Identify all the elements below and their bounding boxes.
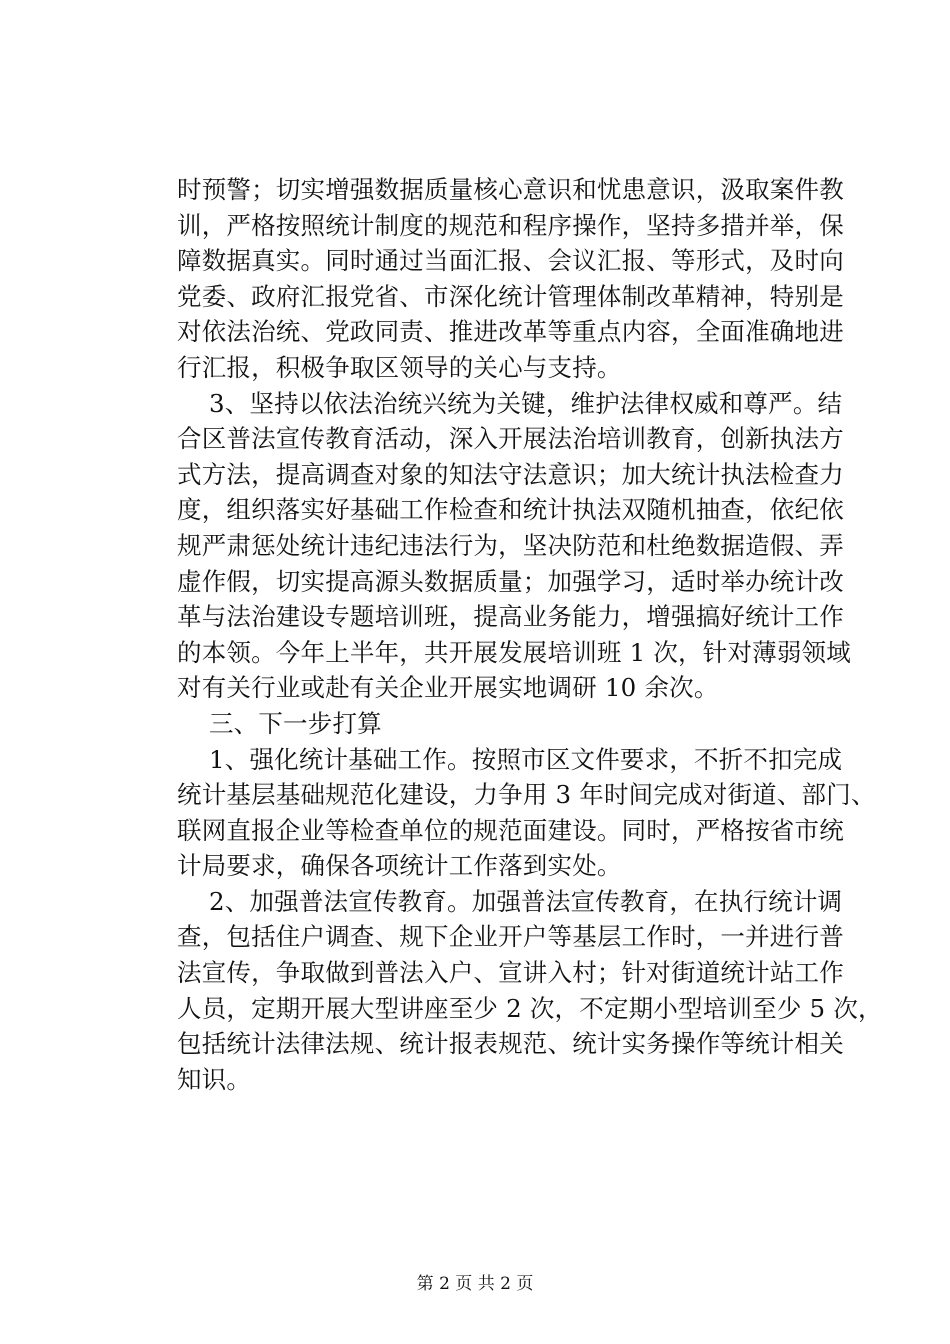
- text-line: 法宣传，争取做到普法入户、宣讲入村；针对街道统计站工作: [177, 958, 844, 988]
- text-line: 查，包括住户调查、规下企业开户等基层工作时，一并进行普: [177, 922, 844, 952]
- text-line: 的本领。今年上半年，共开展发展培训班 1 次，针对薄弱领域: [177, 637, 851, 667]
- text-line: 对有关行业或赴有关企业开展实地调研 10 余次。: [177, 673, 719, 703]
- page-footer: [0, 1272, 950, 1296]
- text-line: 障数据真实。同时通过当面汇报、会议汇报、等形式，及时向: [177, 246, 844, 276]
- text-line: 党委、政府汇报党省、市深化统计管理体制改革精神，特别是: [177, 281, 844, 311]
- text-line: 度，组织落实好基础工作检查和统计执法双随机抽查，依纪依: [177, 495, 844, 525]
- text-line: 统计基层基础规范化建设，力争用 3 年时间完成对街道、部门、: [177, 780, 876, 810]
- text-line: 虚作假，切实提高源头数据质量；加强学习，适时举办统计改: [177, 566, 844, 596]
- text-line: 训，严格按照统计制度的规范和程序操作，坚持多措并举，保: [177, 210, 844, 240]
- text-line: 包括统计法律法规、统计报表规范、统计实务操作等统计相关: [177, 1029, 844, 1059]
- text-line: 行汇报，积极争取区领导的关心与支持。: [177, 352, 622, 382]
- text-line: 3、坚持以依法治统兴统为关键，维护法律权威和尊严。结: [177, 388, 843, 418]
- text-line: 对依法治统、党政同责、推进改革等重点内容，全面准确地进: [177, 317, 844, 347]
- text-line: 知识。: [177, 1064, 252, 1094]
- text-line: 式方法，提高调查对象的知法守法意识；加大统计执法检查力: [177, 459, 844, 489]
- text-line: 1、强化统计基础工作。按照市区文件要求，不折不扣完成: [177, 744, 843, 774]
- page-number: 第 2 页 共 2 页: [416, 1274, 534, 1294]
- document-body: [177, 172, 883, 1097]
- text-line: 合区普法宣传教育活动，深入开展法治培训教育，创新执法方: [177, 424, 844, 454]
- text-line: 三、下一步打算: [177, 708, 382, 738]
- text-line: 规严肃惩处统计违纪违法行为，坚决防范和杜绝数据造假、弄: [177, 530, 844, 560]
- text-line: 联网直报企业等检查单位的规范面建设。同时，严格按省市统: [177, 815, 844, 845]
- text-line: 革与法治建设专题培训班，提高业务能力，增强搞好统计工作: [177, 602, 844, 632]
- text-line: 2、加强普法宣传教育。加强普法宣传教育，在执行统计调: [177, 886, 843, 916]
- text-line: 时预警；切实增强数据质量核心意识和忧患意识，汲取案件教: [177, 175, 844, 204]
- text-line: 计局要求，确保各项统计工作落到实处。: [177, 851, 622, 881]
- text-line: 人员，定期开展大型讲座至少 2 次，不定期小型培训至少 5 次，: [177, 993, 883, 1023]
